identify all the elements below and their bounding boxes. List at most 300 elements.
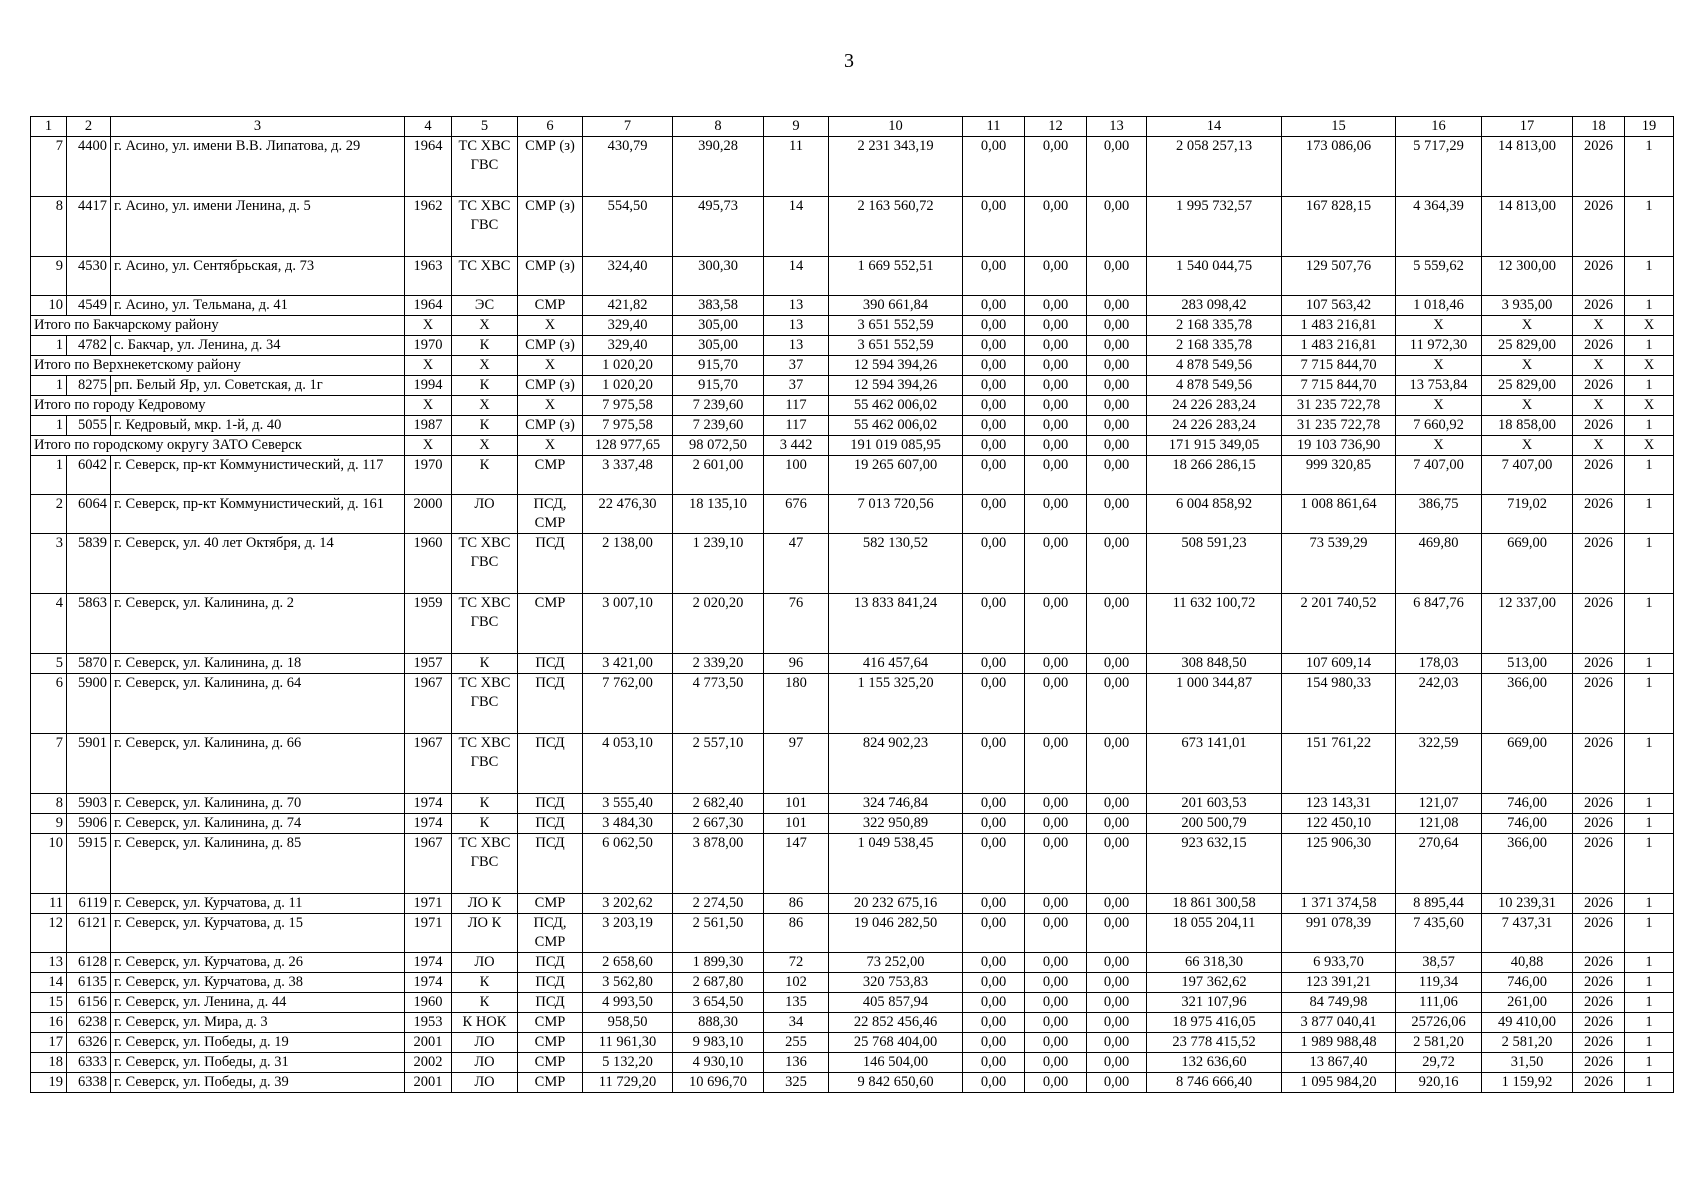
table-cell: 19 265 607,00 bbox=[829, 456, 963, 495]
table-cell: 7 715 844,70 bbox=[1282, 376, 1396, 396]
table-cell: 96 bbox=[764, 654, 829, 674]
table-cell: 1 049 538,45 bbox=[829, 834, 963, 894]
table-cell: 1959 bbox=[405, 594, 452, 654]
table-cell: 2026 bbox=[1573, 336, 1625, 356]
table-cell: 101 bbox=[764, 814, 829, 834]
table-cell: 0,00 bbox=[1025, 993, 1087, 1013]
table-cell: 0,00 bbox=[1087, 1013, 1147, 1033]
table-cell: 6119 bbox=[67, 894, 111, 914]
table-row bbox=[31, 336, 1674, 356]
table-cell: 0,00 bbox=[1087, 396, 1147, 416]
table-cell: 1974 bbox=[405, 953, 452, 973]
table-cell: 386,75 bbox=[1396, 495, 1482, 534]
table-cell: 0,00 bbox=[1087, 137, 1147, 197]
table-cell: 1 bbox=[1625, 894, 1674, 914]
table-row bbox=[31, 456, 1674, 495]
table-cell: 13 833 841,24 bbox=[829, 594, 963, 654]
table-row bbox=[31, 296, 1674, 316]
table-cell: 1 bbox=[1625, 1073, 1674, 1093]
address-cell: г. Северск, ул. Калинина, д. 66 bbox=[111, 734, 405, 794]
table-cell: К bbox=[452, 654, 518, 674]
table-cell: ЛО bbox=[452, 953, 518, 973]
address-cell: г. Северск, ул. Калинина, д. 85 bbox=[111, 834, 405, 894]
table-cell: 6 847,76 bbox=[1396, 594, 1482, 654]
table-cell: 0,00 bbox=[1087, 674, 1147, 734]
table-cell: 147 bbox=[764, 834, 829, 894]
table-cell: 1970 bbox=[405, 456, 452, 495]
table-cell: ТС ХВС ГВС bbox=[452, 197, 518, 257]
table-cell: 0,00 bbox=[1087, 953, 1147, 973]
column-number-header: 13 bbox=[1087, 117, 1147, 137]
table-cell: ТС ХВС ГВС bbox=[452, 594, 518, 654]
table-cell: 2026 bbox=[1573, 734, 1625, 794]
table-cell: X bbox=[1396, 356, 1482, 376]
total-label: Итого по Верхнекетскому району bbox=[31, 356, 405, 376]
table-cell: 329,40 bbox=[583, 336, 673, 356]
table-cell: 322,59 bbox=[1396, 734, 1482, 794]
table-cell: 0,00 bbox=[963, 316, 1025, 336]
table-cell: 7 660,92 bbox=[1396, 416, 1482, 436]
column-number-header: 1 bbox=[31, 117, 67, 137]
table-cell: ЛО К bbox=[452, 894, 518, 914]
table-cell: X bbox=[1482, 436, 1573, 456]
column-number-header: 14 bbox=[1147, 117, 1282, 137]
table-cell: 0,00 bbox=[1025, 914, 1087, 953]
table-cell: 0,00 bbox=[1087, 734, 1147, 794]
table-cell: 1974 bbox=[405, 814, 452, 834]
table-cell: 9 983,10 bbox=[673, 1033, 764, 1053]
table-cell: 2026 bbox=[1573, 137, 1625, 197]
table-cell: 0,00 bbox=[1025, 1013, 1087, 1033]
table-cell: ТС ХВС ГВС bbox=[452, 137, 518, 197]
table-cell: 324,40 bbox=[583, 257, 673, 296]
table-row bbox=[31, 894, 1674, 914]
table-cell: 2 667,30 bbox=[673, 814, 764, 834]
table-cell: ТС ХВС ГВС bbox=[452, 734, 518, 794]
table-cell: 29,72 bbox=[1396, 1053, 1482, 1073]
table-cell: 0,00 bbox=[1025, 1073, 1087, 1093]
table-cell: 1963 bbox=[405, 257, 452, 296]
table-cell: 200 500,79 bbox=[1147, 814, 1282, 834]
table-cell: 0,00 bbox=[963, 534, 1025, 594]
table-cell: 0,00 bbox=[1087, 993, 1147, 1013]
table-cell: 117 bbox=[764, 416, 829, 436]
table-cell: 6042 bbox=[67, 456, 111, 495]
table-cell: К НОК bbox=[452, 1013, 518, 1033]
table-cell: 4417 bbox=[67, 197, 111, 257]
table-cell: 2001 bbox=[405, 1073, 452, 1093]
table-cell: 84 749,98 bbox=[1282, 993, 1396, 1013]
table-cell: 6121 bbox=[67, 914, 111, 953]
address-cell: г. Северск, ул. Победы, д. 39 bbox=[111, 1073, 405, 1093]
table-cell: 383,58 bbox=[673, 296, 764, 316]
table-cell: 0,00 bbox=[1025, 834, 1087, 894]
table-cell: ЛО bbox=[452, 1053, 518, 1073]
table-cell: 4549 bbox=[67, 296, 111, 316]
table-cell: X bbox=[518, 356, 583, 376]
table-cell: 117 bbox=[764, 396, 829, 416]
table-cell: X bbox=[452, 436, 518, 456]
table-cell: 0,00 bbox=[1025, 197, 1087, 257]
table-cell: 125 906,30 bbox=[1282, 834, 1396, 894]
table-cell: ПСД bbox=[518, 814, 583, 834]
column-number-header: 3 bbox=[111, 117, 405, 137]
table-cell: 0,00 bbox=[1087, 436, 1147, 456]
table-cell: 6326 bbox=[67, 1033, 111, 1053]
table-cell: 2 168 335,78 bbox=[1147, 316, 1282, 336]
table-cell: 122 450,10 bbox=[1282, 814, 1396, 834]
table-cell: 2026 bbox=[1573, 914, 1625, 953]
table-row bbox=[31, 197, 1674, 257]
table-cell: 8 bbox=[31, 794, 67, 814]
table-cell: 111,06 bbox=[1396, 993, 1482, 1013]
table-cell: 25 768 404,00 bbox=[829, 1033, 963, 1053]
table-cell: 5 717,29 bbox=[1396, 137, 1482, 197]
table-cell: 1 669 552,51 bbox=[829, 257, 963, 296]
table-cell: 14 bbox=[764, 197, 829, 257]
total-row bbox=[31, 356, 1674, 376]
table-cell: 197 362,62 bbox=[1147, 973, 1282, 993]
table-cell: 1 bbox=[1625, 814, 1674, 834]
table-cell: X bbox=[518, 436, 583, 456]
table-cell: 3 421,00 bbox=[583, 654, 673, 674]
table-cell: 132 636,60 bbox=[1147, 1053, 1282, 1073]
table-cell: 121,07 bbox=[1396, 794, 1482, 814]
table-cell: 1 bbox=[1625, 534, 1674, 594]
table-cell: 5863 bbox=[67, 594, 111, 654]
table-cell: 2026 bbox=[1573, 953, 1625, 973]
table-cell: 5903 bbox=[67, 794, 111, 814]
table-cell: 7 437,31 bbox=[1482, 914, 1573, 953]
table-cell: 0,00 bbox=[1025, 356, 1087, 376]
table-cell: 5839 bbox=[67, 534, 111, 594]
table-cell: ПСД bbox=[518, 654, 583, 674]
table-cell: X bbox=[1573, 356, 1625, 376]
address-cell: г. Асино, ул. Тельмана, д. 41 bbox=[111, 296, 405, 316]
table-cell: 2 274,50 bbox=[673, 894, 764, 914]
table-cell: 14 813,00 bbox=[1482, 197, 1573, 257]
table-cell: 123 143,31 bbox=[1282, 794, 1396, 814]
total-label: Итого по городскому округу ЗАТО Северск bbox=[31, 436, 405, 456]
table-cell: 13 867,40 bbox=[1282, 1053, 1396, 1073]
table-cell: 3 337,48 bbox=[583, 456, 673, 495]
table-cell: 2 581,20 bbox=[1482, 1033, 1573, 1053]
table-cell: 2026 bbox=[1573, 416, 1625, 436]
table-cell: 18 975 416,05 bbox=[1147, 1013, 1282, 1033]
table-cell: 5901 bbox=[67, 734, 111, 794]
table-cell: 11 729,20 bbox=[583, 1073, 673, 1093]
table-row bbox=[31, 1073, 1674, 1093]
table-cell: X bbox=[1625, 436, 1674, 456]
table-cell: 7 407,00 bbox=[1482, 456, 1573, 495]
table-cell: 305,00 bbox=[673, 316, 764, 336]
table-cell: 86 bbox=[764, 894, 829, 914]
table-cell: 3 484,30 bbox=[583, 814, 673, 834]
table-cell: 508 591,23 bbox=[1147, 534, 1282, 594]
table-cell: 2 058 257,13 bbox=[1147, 137, 1282, 197]
table-cell: 13 753,84 bbox=[1396, 376, 1482, 396]
table-cell: 2 581,20 bbox=[1396, 1033, 1482, 1053]
table-row bbox=[31, 953, 1674, 973]
table-cell: 7 bbox=[31, 137, 67, 197]
table-cell: 2 163 560,72 bbox=[829, 197, 963, 257]
table-cell: 958,50 bbox=[583, 1013, 673, 1033]
table-cell: 1 bbox=[1625, 973, 1674, 993]
table-cell: 167 828,15 bbox=[1282, 197, 1396, 257]
table-cell: 7 bbox=[31, 734, 67, 794]
table-cell: 12 594 394,26 bbox=[829, 356, 963, 376]
table-cell: 9 842 650,60 bbox=[829, 1073, 963, 1093]
column-number-header: 4 bbox=[405, 117, 452, 137]
table-cell: ТС ХВС ГВС bbox=[452, 674, 518, 734]
table-row bbox=[31, 495, 1674, 534]
table-cell: 23 778 415,52 bbox=[1147, 1033, 1282, 1053]
table-cell: 13 bbox=[764, 336, 829, 356]
table-cell: 1 000 344,87 bbox=[1147, 674, 1282, 734]
table-cell: 0,00 bbox=[963, 1033, 1025, 1053]
table-cell: ПСД bbox=[518, 534, 583, 594]
table-cell: 1970 bbox=[405, 336, 452, 356]
table-cell: 2026 bbox=[1573, 794, 1625, 814]
address-cell: с. Бакчар, ул. Ленина, д. 34 bbox=[111, 336, 405, 356]
address-cell: г. Северск, пр-кт Коммунистический, д. 117 bbox=[111, 456, 405, 495]
table-cell: 2026 bbox=[1573, 993, 1625, 1013]
table-cell: 0,00 bbox=[963, 674, 1025, 734]
table-row bbox=[31, 137, 1674, 197]
column-number-header: 12 bbox=[1025, 117, 1087, 137]
table-cell: 3 555,40 bbox=[583, 794, 673, 814]
table-cell: 0,00 bbox=[1025, 794, 1087, 814]
table-cell: 34 bbox=[764, 1013, 829, 1033]
table-cell: 1 bbox=[31, 456, 67, 495]
table-cell: 0,00 bbox=[1087, 814, 1147, 834]
table-cell: 1953 bbox=[405, 1013, 452, 1033]
table-cell: 1 bbox=[1625, 376, 1674, 396]
table-cell: К bbox=[452, 993, 518, 1013]
table-cell: 0,00 bbox=[1025, 534, 1087, 594]
address-cell: г. Асино, ул. Сентябрьская, д. 73 bbox=[111, 257, 405, 296]
table-row bbox=[31, 734, 1674, 794]
table-cell: 73 539,29 bbox=[1282, 534, 1396, 594]
table-cell: 9 bbox=[31, 257, 67, 296]
table-cell: 4400 bbox=[67, 137, 111, 197]
address-cell: г. Северск, ул. Калинина, д. 64 bbox=[111, 674, 405, 734]
table-cell: 13 bbox=[764, 296, 829, 316]
address-cell: г. Северск, ул. Калинина, д. 2 bbox=[111, 594, 405, 654]
address-cell: г. Северск, пр-кт Коммунистический, д. 161 bbox=[111, 495, 405, 534]
table-cell: 1 bbox=[1625, 594, 1674, 654]
table-cell: 1 bbox=[1625, 137, 1674, 197]
table-cell: СМР (з) bbox=[518, 137, 583, 197]
table-cell: 0,00 bbox=[1087, 296, 1147, 316]
table-cell: X bbox=[1396, 396, 1482, 416]
table-cell: 2 339,20 bbox=[673, 654, 764, 674]
address-cell: г. Северск, ул. Калинина, д. 18 bbox=[111, 654, 405, 674]
table-cell: 2026 bbox=[1573, 674, 1625, 734]
table-cell: 15 bbox=[31, 993, 67, 1013]
table-cell: СМР (з) bbox=[518, 376, 583, 396]
table-cell: 5 559,62 bbox=[1396, 257, 1482, 296]
capital-repair-table bbox=[30, 116, 1674, 1093]
address-cell: г. Северск, ул. Ленина, д. 44 bbox=[111, 993, 405, 1013]
table-cell: 123 391,21 bbox=[1282, 973, 1396, 993]
table-cell: 1960 bbox=[405, 534, 452, 594]
table-cell: 430,79 bbox=[583, 137, 673, 197]
table-cell: 4 773,50 bbox=[673, 674, 764, 734]
column-number-header: 16 bbox=[1396, 117, 1482, 137]
table-cell: 6156 bbox=[67, 993, 111, 1013]
table-row bbox=[31, 674, 1674, 734]
table-cell: 24 226 283,24 bbox=[1147, 396, 1282, 416]
table-cell: X bbox=[1625, 356, 1674, 376]
table-cell: 151 761,22 bbox=[1282, 734, 1396, 794]
table-cell: 1974 bbox=[405, 973, 452, 993]
table-cell: 19 046 282,50 bbox=[829, 914, 963, 953]
table-cell: СМР bbox=[518, 1013, 583, 1033]
table-cell: 2 687,80 bbox=[673, 973, 764, 993]
table-cell: К bbox=[452, 336, 518, 356]
table-cell: 1 239,10 bbox=[673, 534, 764, 594]
table-cell: 2 658,60 bbox=[583, 953, 673, 973]
column-number-header: 10 bbox=[829, 117, 963, 137]
table-cell: 0,00 bbox=[963, 456, 1025, 495]
table-cell: 8 746 666,40 bbox=[1147, 1073, 1282, 1093]
table-cell: 1971 bbox=[405, 894, 452, 914]
table-cell: 18 861 300,58 bbox=[1147, 894, 1282, 914]
table-cell: 119,34 bbox=[1396, 973, 1482, 993]
table-cell: 24 226 283,24 bbox=[1147, 416, 1282, 436]
table-cell: К bbox=[452, 794, 518, 814]
address-cell: г. Северск, ул. Победы, д. 19 bbox=[111, 1033, 405, 1053]
table-cell: 1 008 861,64 bbox=[1282, 495, 1396, 534]
table-cell: СМР (з) bbox=[518, 336, 583, 356]
table-row bbox=[31, 376, 1674, 396]
table-cell: 1 bbox=[1625, 296, 1674, 316]
table-cell: 1957 bbox=[405, 654, 452, 674]
table-cell: 18 135,10 bbox=[673, 495, 764, 534]
table-cell: 3 007,10 bbox=[583, 594, 673, 654]
table-cell: 10 696,70 bbox=[673, 1073, 764, 1093]
table-cell: 25 829,00 bbox=[1482, 336, 1573, 356]
table-cell: 7 715 844,70 bbox=[1282, 356, 1396, 376]
table-cell: 324 746,84 bbox=[829, 794, 963, 814]
table-cell: 0,00 bbox=[1087, 1073, 1147, 1093]
table-cell: 0,00 bbox=[1087, 257, 1147, 296]
table-cell: 4530 bbox=[67, 257, 111, 296]
table-cell: X bbox=[1625, 316, 1674, 336]
table-cell: 0,00 bbox=[1025, 376, 1087, 396]
table-cell: 0,00 bbox=[1087, 1053, 1147, 1073]
table-cell: 582 130,52 bbox=[829, 534, 963, 594]
table-cell: ТС ХВС ГВС bbox=[452, 534, 518, 594]
table-row bbox=[31, 1033, 1674, 1053]
table-cell: 47 bbox=[764, 534, 829, 594]
table-cell: 1 483 216,81 bbox=[1282, 316, 1396, 336]
table-cell: 746,00 bbox=[1482, 794, 1573, 814]
table-cell: 7 239,60 bbox=[673, 396, 764, 416]
table-cell: 0,00 bbox=[963, 973, 1025, 993]
table-cell: X bbox=[1396, 436, 1482, 456]
table-cell: ЛО К bbox=[452, 914, 518, 953]
table-row bbox=[31, 1013, 1674, 1033]
table-cell: 2001 bbox=[405, 1033, 452, 1053]
table-cell: 14 813,00 bbox=[1482, 137, 1573, 197]
table-cell: 300,30 bbox=[673, 257, 764, 296]
table-cell: 1 bbox=[1625, 1033, 1674, 1053]
table-cell: 3 654,50 bbox=[673, 993, 764, 1013]
table-cell: 3 651 552,59 bbox=[829, 336, 963, 356]
table-cell: 10 239,31 bbox=[1482, 894, 1573, 914]
table-cell: 7 762,00 bbox=[583, 674, 673, 734]
table-cell: X bbox=[1396, 316, 1482, 336]
table-cell: 1 bbox=[1625, 456, 1674, 495]
address-cell: г. Северск, ул. Курчатова, д. 38 bbox=[111, 973, 405, 993]
table-cell: 1 bbox=[1625, 336, 1674, 356]
table-cell: 0,00 bbox=[963, 814, 1025, 834]
table-cell: 2026 bbox=[1573, 654, 1625, 674]
table-cell: 2002 bbox=[405, 1053, 452, 1073]
table-cell: СМР bbox=[518, 1073, 583, 1093]
table-cell: К bbox=[452, 973, 518, 993]
table-cell: 154 980,33 bbox=[1282, 674, 1396, 734]
table-cell: 40,88 bbox=[1482, 953, 1573, 973]
table-cell: 0,00 bbox=[1087, 336, 1147, 356]
table-cell: ПСД bbox=[518, 953, 583, 973]
table-cell: 5900 bbox=[67, 674, 111, 734]
address-cell: г. Северск, ул. Калинина, д. 74 bbox=[111, 814, 405, 834]
table-cell: 1962 bbox=[405, 197, 452, 257]
table-cell: 0,00 bbox=[963, 953, 1025, 973]
table-cell: 0,00 bbox=[1087, 197, 1147, 257]
table-cell: 14 bbox=[31, 973, 67, 993]
table-cell: 2026 bbox=[1573, 1073, 1625, 1093]
table-cell: 7 435,60 bbox=[1396, 914, 1482, 953]
table-cell: X bbox=[1482, 396, 1573, 416]
table-cell: 0,00 bbox=[963, 654, 1025, 674]
table-cell: 5 bbox=[31, 654, 67, 674]
table-cell: X bbox=[405, 316, 452, 336]
table-cell: 0,00 bbox=[963, 356, 1025, 376]
table-cell: 1971 bbox=[405, 914, 452, 953]
table-cell: 12 bbox=[31, 914, 67, 953]
table-cell: 3 877 040,41 bbox=[1282, 1013, 1396, 1033]
table-cell: 0,00 bbox=[1087, 654, 1147, 674]
table-cell: 0,00 bbox=[963, 137, 1025, 197]
table-cell: 0,00 bbox=[1087, 594, 1147, 654]
table-cell: ЭС bbox=[452, 296, 518, 316]
table-cell: 0,00 bbox=[1025, 654, 1087, 674]
table-cell: 0,00 bbox=[1087, 356, 1147, 376]
table-cell: 31,50 bbox=[1482, 1053, 1573, 1073]
table-cell: 1 bbox=[1625, 197, 1674, 257]
table-cell: 0,00 bbox=[1025, 894, 1087, 914]
table-cell: 22 476,30 bbox=[583, 495, 673, 534]
table-cell: 1967 bbox=[405, 834, 452, 894]
table-cell: 0,00 bbox=[1087, 376, 1147, 396]
table-cell: 11 bbox=[31, 894, 67, 914]
column-number-header: 11 bbox=[963, 117, 1025, 137]
table-cell: 12 300,00 bbox=[1482, 257, 1573, 296]
address-cell: г. Северск, ул. Курчатова, д. 26 bbox=[111, 953, 405, 973]
table-cell: 0,00 bbox=[963, 495, 1025, 534]
table-cell: 1 018,46 bbox=[1396, 296, 1482, 316]
table-cell: X bbox=[452, 396, 518, 416]
table-cell: 513,00 bbox=[1482, 654, 1573, 674]
table-cell: 31 235 722,78 bbox=[1282, 396, 1396, 416]
table-cell: 0,00 bbox=[1025, 953, 1087, 973]
table-cell: ПСД bbox=[518, 794, 583, 814]
table-cell: 719,02 bbox=[1482, 495, 1573, 534]
